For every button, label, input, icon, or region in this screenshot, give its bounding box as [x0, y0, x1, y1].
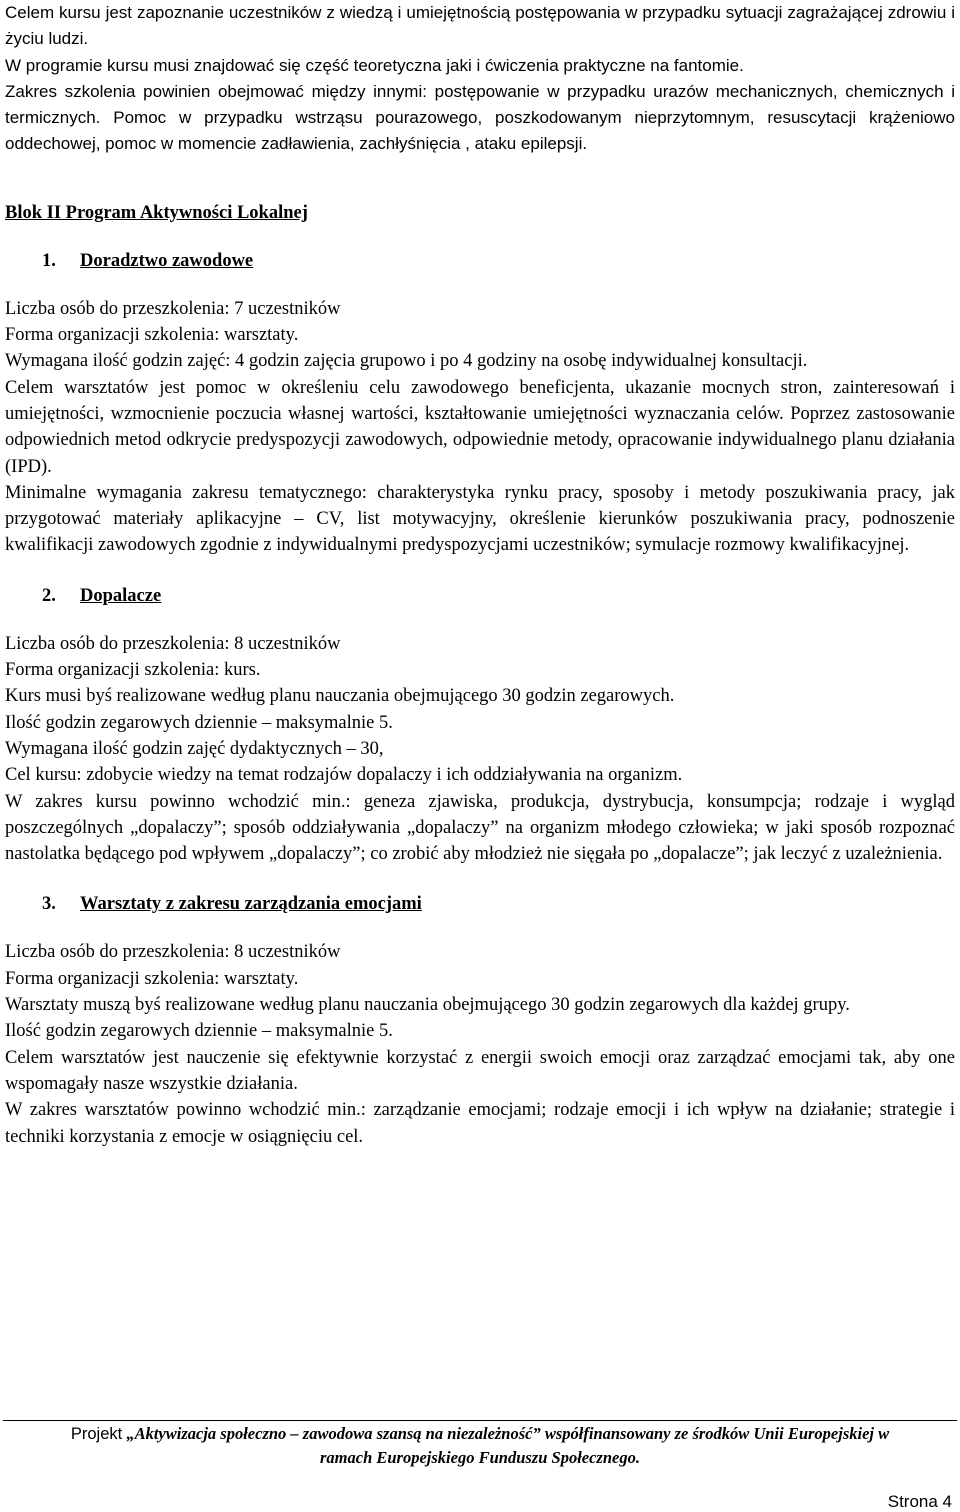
section-emocje: [5, 891, 955, 1149]
section-body: [5, 296, 955, 559]
intro-paragraph-1: Celem kursu jest zapoznanie uczestników z wiedzą i umiejętnością postępowania w przypadku sytuacji zagrażającej zdrowiu i życiu ludzi.: [5, 3, 955, 49]
section-heading: [5, 248, 955, 274]
section-number: 3.: [42, 894, 56, 915]
section-line: Liczba osób do przeszkolenia: 7 uczestników: [5, 298, 341, 319]
section-line: Warsztaty muszą byś realizowane według planu nauczania obejmującego 30 godzin zegarowych dla każdej grupy.: [5, 995, 850, 1016]
footer-line-2: ramach Europejskiego Funduszu Społecznego.: [320, 1448, 640, 1467]
section-line: W zakres warsztatów powinno wchodzić min.: zarządzanie emocjami; rodzaje emocji i ich wpływ na działanie; strategie i techniki korzystania z emocje w osiągnięciu cel.: [5, 1100, 955, 1147]
section-heading: [5, 583, 955, 609]
section-body: [5, 939, 955, 1149]
section-line: Forma organizacji szkolenia: kurs.: [5, 660, 261, 681]
intro-paragraph-2: W programie kursu musi znajdować się część teoretyczna jaki i ćwiczenia praktyczne na fantomie.: [5, 55, 744, 75]
section-line: Wymagana ilość godzin zajęć: 4 godzin zajęcia grupowo i po 4 godziny na osobę indywidualnej konsultacji.: [5, 351, 808, 372]
section-line: Liczba osób do przeszkolenia: 8 uczestników: [5, 633, 341, 654]
section-line: Wymagana ilość godzin zajęć dydaktycznych – 30,: [5, 738, 384, 759]
section-line: Ilość godzin zegarowych dziennie – maksymalnie 5.: [5, 712, 393, 733]
section-line: Celem warsztatów jest nauczenie się efektywnie korzystać z energii swoich emocji oraz zarządzać emocjami tak, aby one wspomagały nasze wszystkie działania.: [5, 1047, 955, 1094]
section-title: Doradztwo zawodowe: [80, 250, 254, 271]
section-heading: [5, 891, 955, 917]
block-title: [5, 200, 955, 226]
section-line: Liczba osób do przeszkolenia: 8 uczestników: [5, 942, 341, 963]
section-line: Cel kursu: zdobycie wiedzy na temat rodzajów dopalaczy i ich oddziaływania na organizm.: [5, 765, 683, 786]
section-line: Minimalne wymagania zakresu tematycznego: charakterystyka rynku pracy, sposoby i metody poszukiwania pracy, jak przygotować materiały aplikacyjne – CV, list motywacyjny, określenie kierunków poszukiwania pracy, podnoszenie kwalifikacji zawodowych zgodnie z indywidualnymi predyspozycjami uczestników; symulacje rozmowy kwalifikacyjnej.: [5, 482, 955, 556]
section-line: Ilość godzin zegarowych dziennie – maksymalnie 5.: [5, 1021, 393, 1042]
section-line: Forma organizacji szkolenia: warsztaty.: [5, 325, 299, 346]
section-dopalacze: [5, 583, 955, 868]
section-line: W zakres kursu powinno wchodzić min.: geneza zjawiska, produkcja, dystrybucja, konsumpcja; rodzaje i wygląd poszczególnych „dopalaczy”; sposób oddziaływania „dopalaczy” na organizm młodego człowieka; w jaki sposób rozpoznać nastolatka będącego pod wpływem „dopalaczy”; co zrobić aby młodzież nie sięgała po „dopalacze”; jak leczyć z uzależnienia.: [5, 791, 955, 865]
footer-divider: [3, 1420, 957, 1421]
footer-project-name: „Aktywizacja społeczno – zawodowa szansą na niezależność” współfinansowany ze środków Unii Europejskiej w: [126, 1424, 890, 1443]
document-page: [5, 0, 955, 1150]
section-number: 1.: [42, 250, 56, 271]
section-number: 2.: [42, 585, 56, 606]
section-doradztwo: [5, 248, 955, 559]
section-line: Celem warsztatów jest pomoc w określeniu celu zawodowego beneficjenta, ukazanie mocnych stron, zainteresowań i umiejętności, wzmocnienie poczucia własnej wartości, kształtowanie umiejętności wyznaczania celów. Poprzez zastosowanie odpowiednich metod odkrycie predyspozycji zawodowych, odpowiednie metody, opracowanie indywidualnego planu działania (IPD).: [5, 377, 955, 477]
section-line: Kurs musi byś realizowane według planu nauczania obejmującego 30 godzin zegarowych.: [5, 686, 675, 707]
footer-line-1: [0, 1423, 960, 1445]
section-body: [5, 631, 955, 868]
section-line: Forma organizacji szkolenia: warsztaty.: [5, 968, 299, 989]
page-footer: [0, 1420, 960, 1511]
intro-paragraph-3: Zakres szkolenia powinien obejmować między innymi: postępowanie w przypadku urazów mechanicznych, chemicznych i termicznych. Pomoc w przypadku wstrząsu pourazowego, poszkodowanym nieprzytomnym, resuscytacji krążeniowo oddechowej, pomoc w momencie zadławienia, zachłyśnięcia , ataku epilepsji.: [5, 81, 955, 154]
section-title: Warsztaty z zakresu zarządzania emocjami: [80, 894, 422, 915]
intro-section: [5, 0, 955, 158]
block-title-text: Blok II Program Aktywności Lokalnej: [5, 202, 308, 223]
section-title: Dopalacze: [80, 585, 162, 606]
page-number: Strona 4: [887, 1492, 952, 1511]
footer-prefix: Projekt: [70, 1425, 123, 1443]
